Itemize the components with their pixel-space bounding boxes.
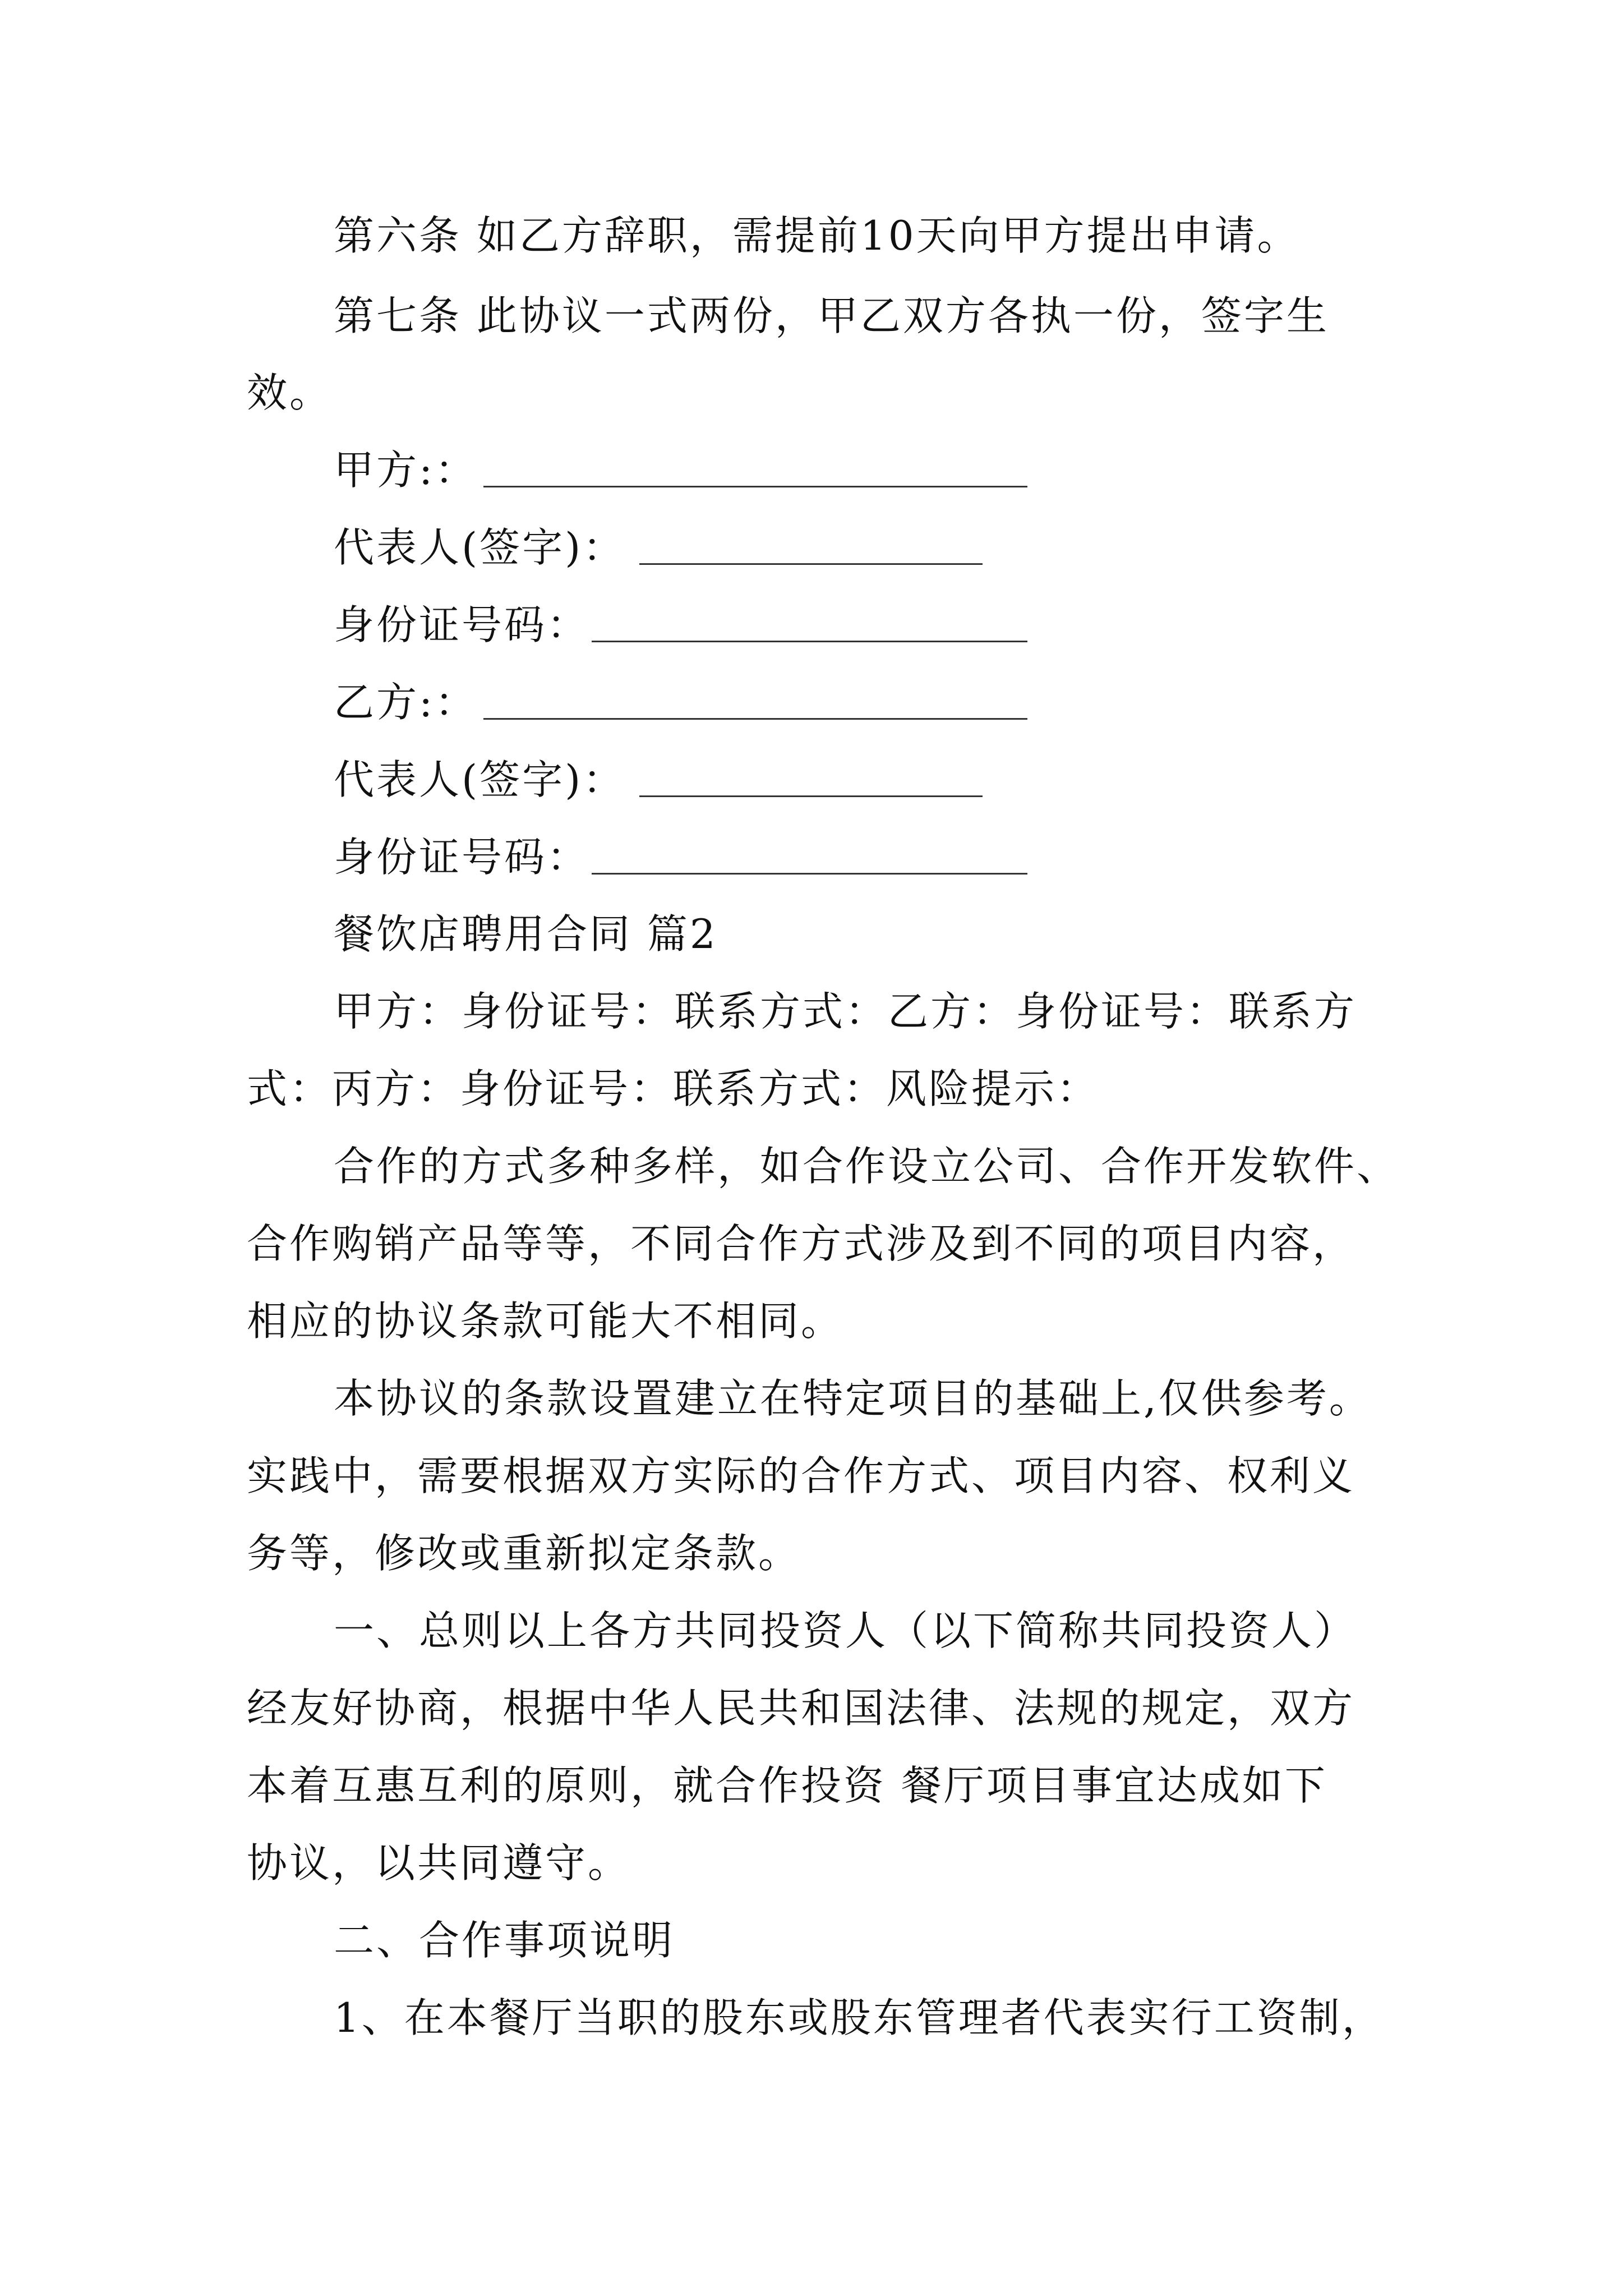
paragraph-line: 协议，以共同遵守。 [247, 1839, 631, 1887]
paragraph-line: 务等，修改或重新拟定条款。 [247, 1530, 801, 1577]
paragraph-line: 经友好协商，根据中华人民共和国法律、法规的规定，双方 [247, 1685, 1355, 1732]
party-b-label: 乙方:： [334, 679, 478, 726]
party-a-id-label: 身份证号码： [334, 601, 590, 648]
party-b-rep-blank [639, 795, 983, 797]
party-a-id-blank [592, 641, 1027, 642]
article-six: 第六条 如乙方辞职，需提前10天向甲方提出申请。 [334, 212, 1300, 259]
party-a-label: 甲方:： [334, 447, 478, 494]
party-b-blank [483, 718, 1027, 720]
paragraph-line: 一、总则以上各方共同投资人（以下简称共同投资人） [334, 1607, 1357, 1654]
article-seven: 第七条 此协议一式两份，甲乙双方各执一份，签字生 [334, 292, 1329, 339]
subsection-heading: 二、合作事项说明 [334, 1917, 675, 1964]
article-seven-cont: 效。 [247, 369, 333, 416]
paragraph-line: 式：丙方：身份证号：联系方式：风险提示： [247, 1065, 1100, 1112]
party-a-blank [483, 486, 1027, 487]
party-a-rep-label: 代表人(签字)： [334, 524, 626, 571]
paragraph-line: 1、在本餐厅当职的股东或股东管理者代表实行工资制， [334, 1994, 1385, 2041]
party-b-rep-label: 代表人(签字)： [334, 756, 626, 803]
party-a-rep-blank [639, 563, 983, 565]
section-heading: 餐饮店聘用合同 篇2 [334, 910, 718, 958]
paragraph-line: 合作购销产品等等，不同合作方式涉及到不同的项目内容， [247, 1220, 1355, 1267]
paragraph-line: 甲方：身份证号：联系方式：乙方：身份证号：联系方 [334, 988, 1357, 1035]
party-b-id-label: 身份证号码： [334, 834, 590, 881]
paragraph-line: 本着互惠互利的原则，就合作投资 餐厅项目事宜达成如下 [247, 1762, 1327, 1809]
party-b-id-blank [592, 873, 1027, 875]
paragraph-line: 相应的协议条款可能大不相同。 [247, 1297, 844, 1345]
paragraph-line: 本协议的条款设置建立在特定项目的基础上,仅供参考。 [334, 1375, 1372, 1422]
paragraph-line: 实践中，需要根据双方实际的合作方式、项目内容、权利义 [247, 1452, 1355, 1499]
paragraph-line: 合作的方式多种多样，如合作设立公司、合作开发软件、 [334, 1143, 1400, 1190]
